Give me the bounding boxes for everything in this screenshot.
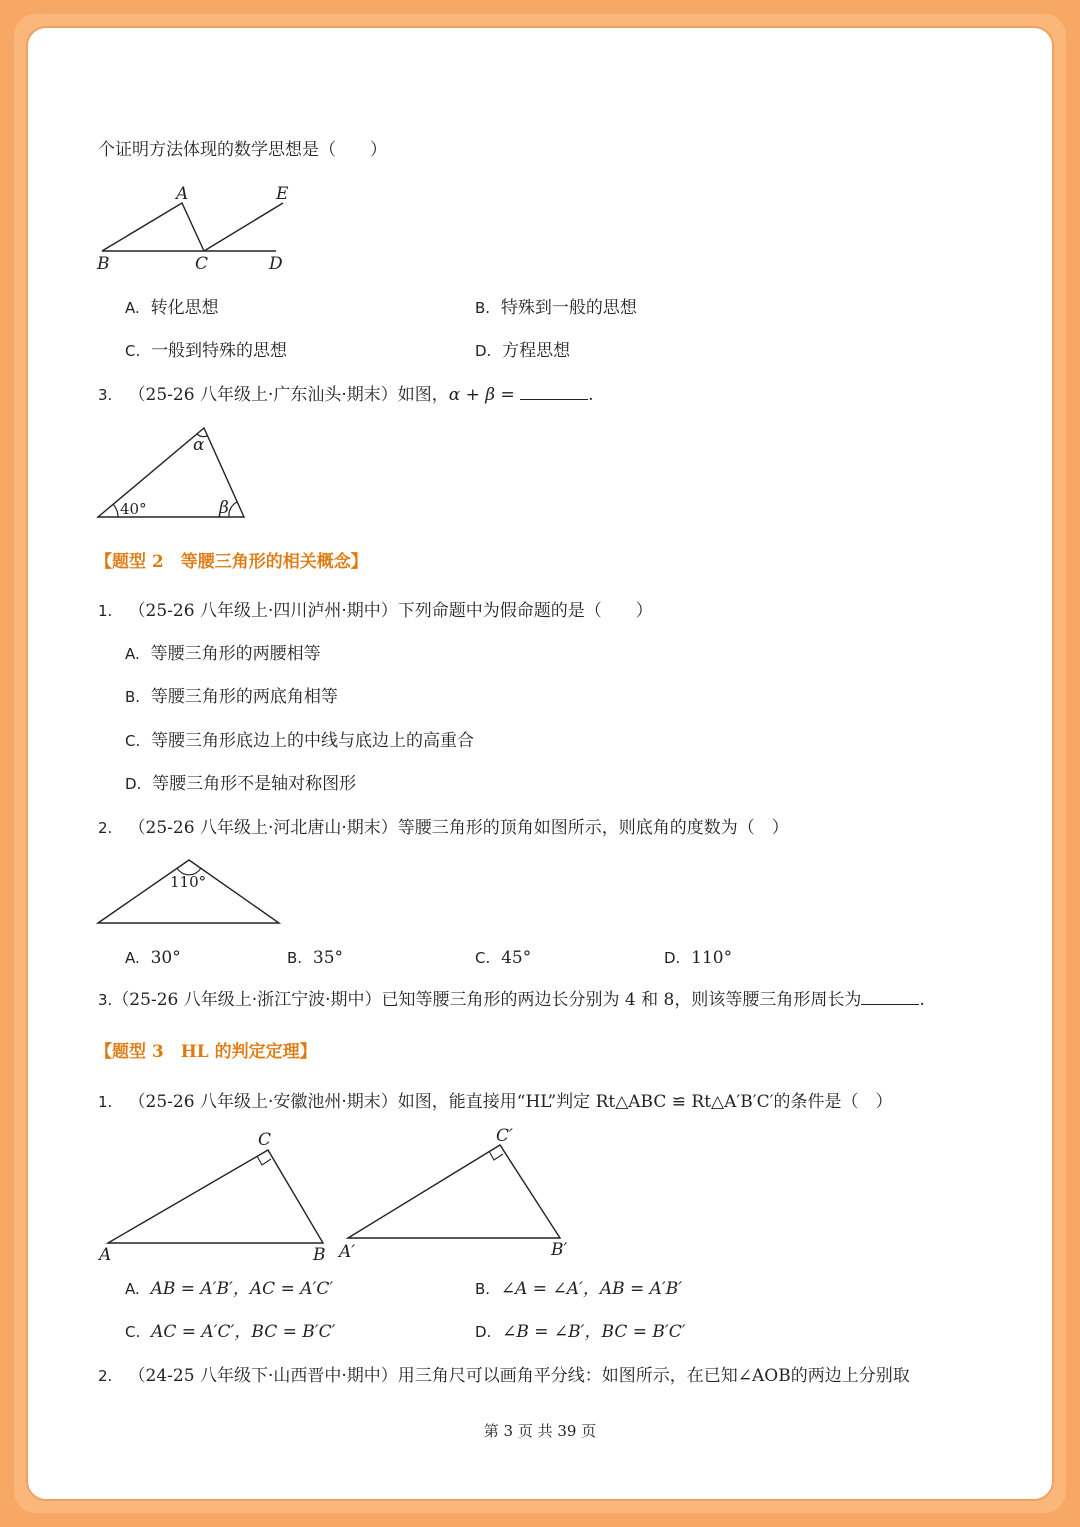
label-B: B bbox=[313, 1245, 326, 1265]
s2q2-option-d: D. 110° bbox=[664, 948, 733, 968]
label-A: A bbox=[99, 1245, 112, 1265]
label-40: 40° bbox=[120, 500, 147, 518]
label-alpha: α bbox=[193, 435, 205, 455]
s2-question-2: 2. （25-26 八年级上·河北唐山·期末）等腰三角形的顶角如图所示，则底角的度数为（ ） bbox=[98, 818, 789, 838]
label-C: C bbox=[195, 254, 209, 274]
label-beta: β bbox=[219, 498, 229, 518]
question-3: 3. （25-26 八年级上·广东汕头·期末）如图，α + β = . bbox=[98, 385, 594, 405]
answer-blank bbox=[861, 1004, 919, 1005]
s2q2-option-b: B. 35° bbox=[287, 948, 344, 968]
label-C: C bbox=[258, 1130, 272, 1150]
s2q2-option-a: A. 30° bbox=[125, 948, 181, 968]
option-b: B. 特殊到一般的思想 bbox=[475, 298, 637, 318]
s3q1-option-b: B. ∠A = ∠A′，AB = A′B′ bbox=[475, 1279, 683, 1299]
label-B-prime: B′ bbox=[551, 1240, 568, 1260]
s3-question-2: 2. （24-25 八年级下·山西晋中·期中）用三角尺可以画角平分线：如图所示，在已知∠AOB的两边上分别取 bbox=[98, 1366, 910, 1386]
option-d: D. 方程思想 bbox=[475, 341, 571, 361]
s3q1-option-d: D. ∠B = ∠B′，BC = B′C′ bbox=[475, 1322, 686, 1342]
section-2-title: 【题型 2 等腰三角形的相关概念】 bbox=[95, 552, 368, 572]
label-A-prime: A′ bbox=[339, 1242, 356, 1262]
s3q1-option-c: C. AC = A′C′，BC = B′C′ bbox=[125, 1322, 336, 1342]
label-D: D bbox=[269, 254, 283, 274]
s2q2-option-c: C. 45° bbox=[475, 948, 532, 968]
label-A: A bbox=[176, 184, 189, 204]
label-C-prime: C′ bbox=[496, 1126, 513, 1146]
s2-question-1: 1. （25-26 八年级上·四川泸州·期中）下列命题中为假命题的是（ ） bbox=[98, 601, 653, 621]
label-110: 110° bbox=[170, 873, 207, 891]
label-B: B bbox=[97, 254, 110, 274]
s2q1-option-b: B. 等腰三角形的两底角相等 bbox=[125, 687, 338, 707]
answer-blank bbox=[520, 399, 588, 400]
section-3-title: 【题型 3 HL 的判定定理】 bbox=[95, 1042, 317, 1062]
s2-question-3: 3.（25-26 八年级上·浙江宁波·期中）已知等腰三角形的两边长分别为 4 和 8，则该等腰三角形周长为 . bbox=[98, 990, 925, 1010]
s2q1-option-a: A. 等腰三角形的两腰相等 bbox=[125, 644, 321, 664]
question-tail: 个证明方法体现的数学思想是（ ） bbox=[98, 140, 387, 160]
page-footer: 第 3 页 共 39 页 bbox=[483, 1422, 597, 1440]
s2q1-option-c: C. 等腰三角形底边上的中线与底边上的高重合 bbox=[125, 731, 475, 751]
option-c: C. 一般到特殊的思想 bbox=[125, 341, 288, 361]
s3q1-option-a: A. AB = A′B′，AC = A′C′ bbox=[125, 1279, 334, 1299]
s2q1-option-d: D. 等腰三角形不是轴对称图形 bbox=[125, 774, 357, 794]
s3-question-1: 1. （25-26 八年级上·安徽池州·期末）如图，能直接用“HL”判定 Rt△ABC ≌ Rt△A′B′C′的条件是（ ） bbox=[98, 1092, 893, 1112]
label-E: E bbox=[276, 184, 289, 204]
option-a: A. 转化思想 bbox=[125, 298, 219, 318]
